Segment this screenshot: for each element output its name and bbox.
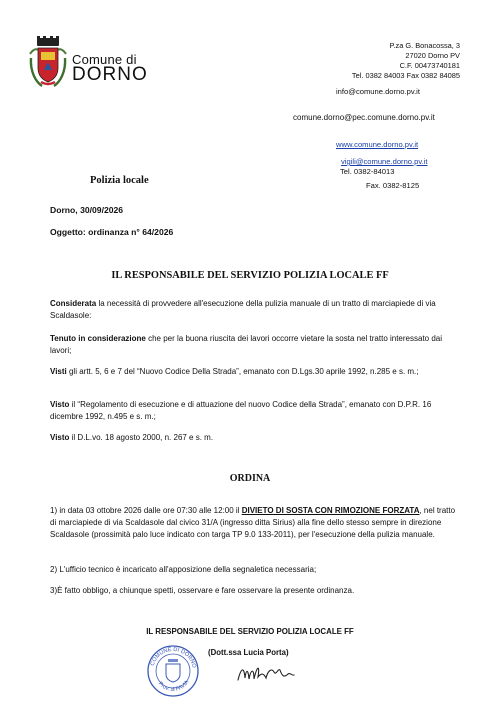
order-item: 3)È fatto obbligo, a chiunque spetti, osservare e fare osservare la presente ordinanza. [50, 586, 355, 595]
municipal-stamp-icon [146, 644, 200, 698]
document-subject: Oggetto: ordinanza n° 64/2026 [50, 227, 174, 237]
address-line: P.za G. Bonacossa, 3 [389, 41, 460, 50]
email-info[interactable]: info@comune.dorno.pv.it [336, 87, 420, 96]
municipality-label: Comune di [72, 52, 137, 67]
consideration-text: il “Regolamento di esecuzione e di attuazione del nuovo Codice della Strada”, emanato con D.P.R. 16 dicembre 1992, n.495 e s. m.; [50, 400, 432, 421]
order-text: 1) in data 03 ottobre 2026 dalle ore 07:30 alle 12:00 il [50, 506, 242, 515]
consideration-paragraph [50, 333, 460, 357]
handwritten-signature [236, 660, 296, 686]
address-line: 27020 Dorno PV [405, 51, 460, 60]
consideration-paragraph [50, 399, 460, 423]
consideration-lead: Considerata [50, 299, 97, 308]
stamp-top-text: COMUNE DI DORNO [149, 646, 197, 669]
document-title: IL RESPONSABILE DEL SERVIZIO POLIZIA LOCALE FF [111, 270, 389, 281]
office-name: Polizia locale [90, 175, 149, 186]
vigili-email[interactable]: vigili@comune.dorno.pv.it [341, 157, 428, 166]
consideration-text: che per la buona riuscita dei lavori occorre vietare la sosta nel tratto interessato dai lavori; [50, 334, 443, 355]
order-highlight: DIVIETO DI SOSTA CON RIMOZIONE FORZATA [241, 506, 420, 515]
consideration-text: la necessità di provvedere all'esecuzione della pulizia manuale di un tratto di marciapiede di via Scaldasole: [50, 299, 436, 320]
website-link[interactable]: www.comune.dorno.pv.it [336, 140, 419, 149]
document-date: Dorno, 30/09/2026 [50, 205, 124, 215]
consideration-lead: Tenuto in considerazione [50, 334, 146, 343]
consideration-lead: Visto [50, 400, 70, 409]
consideration-text: gli artt. 5, 6 e 7 del “Nuovo Codice Della Strada”, emanato con D.Lgs.30 aprile 1992, n.285 e s. m.; [66, 367, 419, 376]
vigili-fax: Fax. 0382-8125 [366, 181, 420, 190]
address-line: C.F. 00473740181 [399, 61, 460, 70]
order-text: , nel tratto di marciapiede di via Scaldasole dal civico 31/A (ingresso ditta Sirius) alla fine dello stesso sempre in direzione Scaldasole (prossimità palo luce indicato con targa TP 9.0 133-2011), per l'esecuzione della pulizia manuale. [50, 506, 456, 539]
consideration-text: il D.L.vo. 18 agosto 2000, n. 267 e s. m. [69, 433, 214, 442]
dorno-coat-of-arms-icon [28, 36, 68, 90]
email-pec[interactable]: comune.dorno@pec.comune.dorno.pv.it [293, 113, 435, 122]
signatory-name: (Dott.ssa Lucia Porta) [208, 648, 289, 657]
signatory-title: IL RESPONSABILE DEL SERVIZIO POLIZIA LOCALE FF [146, 627, 354, 636]
consideration-lead: Visti [50, 367, 67, 376]
consideration-lead: Visto [50, 433, 70, 442]
address-line: Tel. 0382 84003 Fax 0382 84085 [351, 71, 460, 80]
order-item [50, 505, 460, 541]
stamp-bottom-text: Prov. di PAVIA [156, 679, 191, 694]
municipality-name: DORNO [72, 64, 148, 85]
order-item: 2) L'ufficio tecnico è incaricato all'apposizione della segnaletica necessaria; [50, 565, 317, 574]
vigili-tel: Tel. 0382-84013 [340, 167, 395, 176]
consideration-paragraph [50, 298, 460, 322]
address-block [352, 41, 460, 81]
consideration-paragraph [50, 366, 460, 378]
consideration-paragraph [50, 432, 460, 444]
ordina-heading: ORDINA [229, 473, 271, 484]
